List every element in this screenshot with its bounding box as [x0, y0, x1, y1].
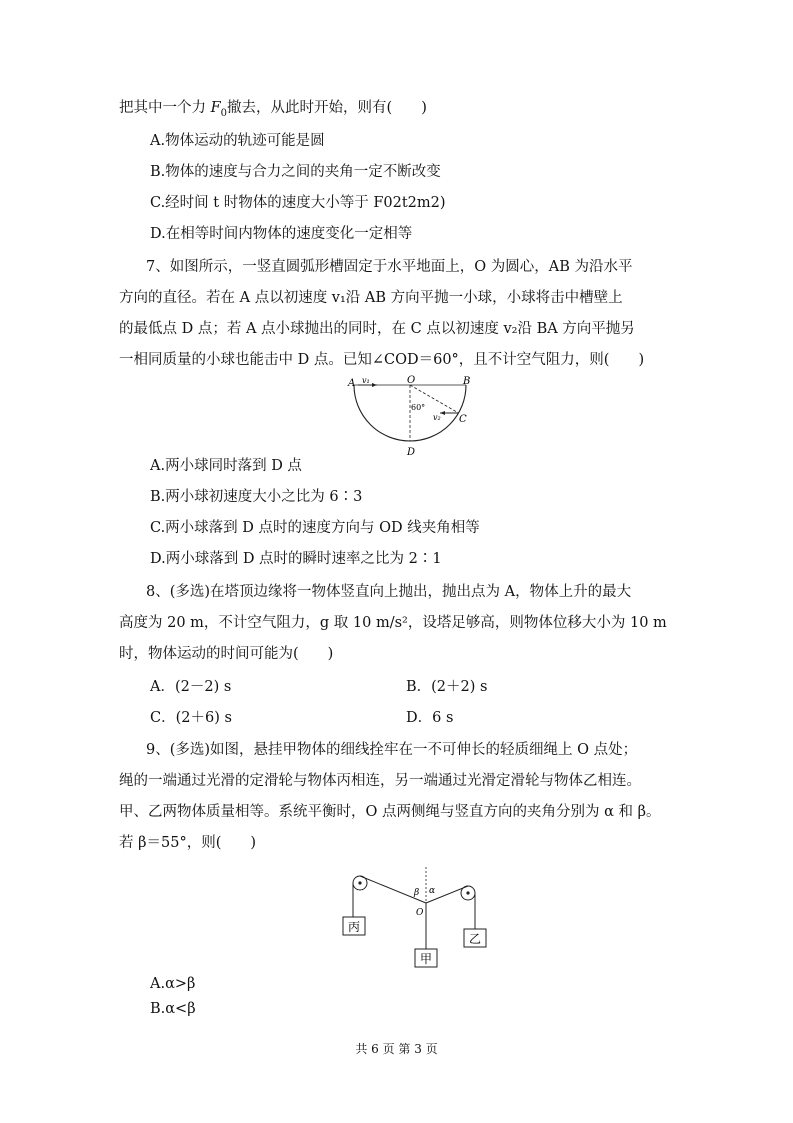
- q7-bowl-figure: [345, 375, 485, 460]
- q7-stem-line: 7、如图所示，一竖直圆弧形槽固定于水平地面上，O 为圆心，AB 为沿水平: [146, 259, 633, 275]
- q8-stem-line: 8、(多选)在塔顶边缘将一物体竖直向上抛出，抛出点为 A，物体上升的最大: [146, 584, 632, 600]
- q7-stem-line: 一相同质量的小球也能击中 D 点。已知∠COD＝60°，且不计空气阻力，则( ): [119, 352, 645, 368]
- label-v2: v₂: [433, 413, 441, 422]
- q8-option-a: A．(2－2) s: [150, 679, 232, 695]
- stem-text: 撤去，从此时开始，则有( ): [227, 100, 427, 116]
- label-a: A: [348, 378, 356, 389]
- q6-option-a: A.物体运动的轨迹可能是圆: [150, 133, 325, 149]
- right-pulley-axle: [466, 891, 469, 894]
- label-angle: 60°: [411, 403, 426, 412]
- page-footer: 共 6 页 第 3 页: [355, 1042, 438, 1056]
- label-yi: 乙: [468, 932, 482, 946]
- q7-option-c: C.两小球落到 D 点时的速度方向与 OD 线夹角相等: [150, 520, 480, 536]
- q8-stem-line: 高度为 20 m，不计空气阻力，g 取 10 m/s²，设塔足够高，则物体位移大小为 10 m: [119, 615, 667, 631]
- v2-arrowhead: [440, 411, 445, 415]
- force-symbol: F: [210, 100, 221, 116]
- q7-stem-line: 方向的直径。若在 A 点以初速度 v₁沿 AB 方向平抛一小球，小球将击中槽壁上: [119, 290, 623, 306]
- q9-stem-line: 绳的一端通过光滑的定滑轮与物体丙相连，另一端通过光滑定滑轮与物体乙相连。: [119, 773, 641, 789]
- question-6-stem-tail: [119, 98, 427, 124]
- q7-option-a: A.两小球同时落到 D 点: [150, 458, 302, 474]
- q8-option-b: B．(2＋2) s: [406, 679, 488, 695]
- label-jia: 甲: [419, 952, 433, 966]
- q9-stem-line: 若 β＝55°，则( ): [119, 835, 257, 851]
- q9-option-a: A.α>β: [150, 976, 196, 992]
- q6-option-d: D.在相等时间内物体的速度变化一定相等: [150, 226, 413, 242]
- label-b: B: [463, 376, 471, 387]
- q9-option-b: B.α<β: [150, 1001, 196, 1017]
- q7-option-b: B.两小球初速度大小之比为 6∶3: [150, 489, 363, 505]
- q9-stem-line: 甲、乙两物体质量相等。系统平衡时，O 点两侧绳与竖直方向的夹角分别为 α 和 β。: [119, 804, 661, 820]
- q7-stem-line: 的最低点 D 点；若 A 点小球抛出的同时，在 C 点以初速度 v₂沿 BA 方向平抛另: [119, 321, 635, 337]
- left-pulley-axle: [358, 881, 361, 884]
- q8-option-c: C．(2＋6) s: [150, 710, 232, 726]
- force-subscript: 0: [220, 107, 228, 119]
- label-v1: v₁: [362, 376, 370, 385]
- label-o: O: [416, 908, 424, 918]
- stem-text: 把其中一个力: [119, 100, 211, 116]
- label-bing: 丙: [347, 920, 361, 934]
- q6-option-b: B.物体的速度与合力之间的夹角一定不断改变: [150, 164, 441, 180]
- q6-option-c: C.经时间 t 时物体的速度大小等于 F02t2m2): [150, 195, 446, 211]
- q8-option-d: D．6 s: [406, 710, 454, 726]
- label-beta: β: [414, 888, 420, 898]
- label-d: D: [407, 447, 416, 458]
- v1-arrowhead: [372, 383, 377, 387]
- q9-stem-line: 9、(多选)如图，悬挂甲物体的细线拴牢在一不可伸长的轻质细绳上 O 点处；: [146, 742, 638, 758]
- q8-stem-line: 时，物体运动的时间可能为( ): [119, 646, 334, 662]
- q9-pulley-figure: [340, 865, 500, 973]
- label-alpha: α: [429, 886, 436, 896]
- label-o: O: [407, 375, 416, 386]
- label-c: C: [459, 414, 467, 425]
- q7-option-d: D.两小球落到 D 点时的瞬时速率之比为 2∶1: [150, 551, 442, 567]
